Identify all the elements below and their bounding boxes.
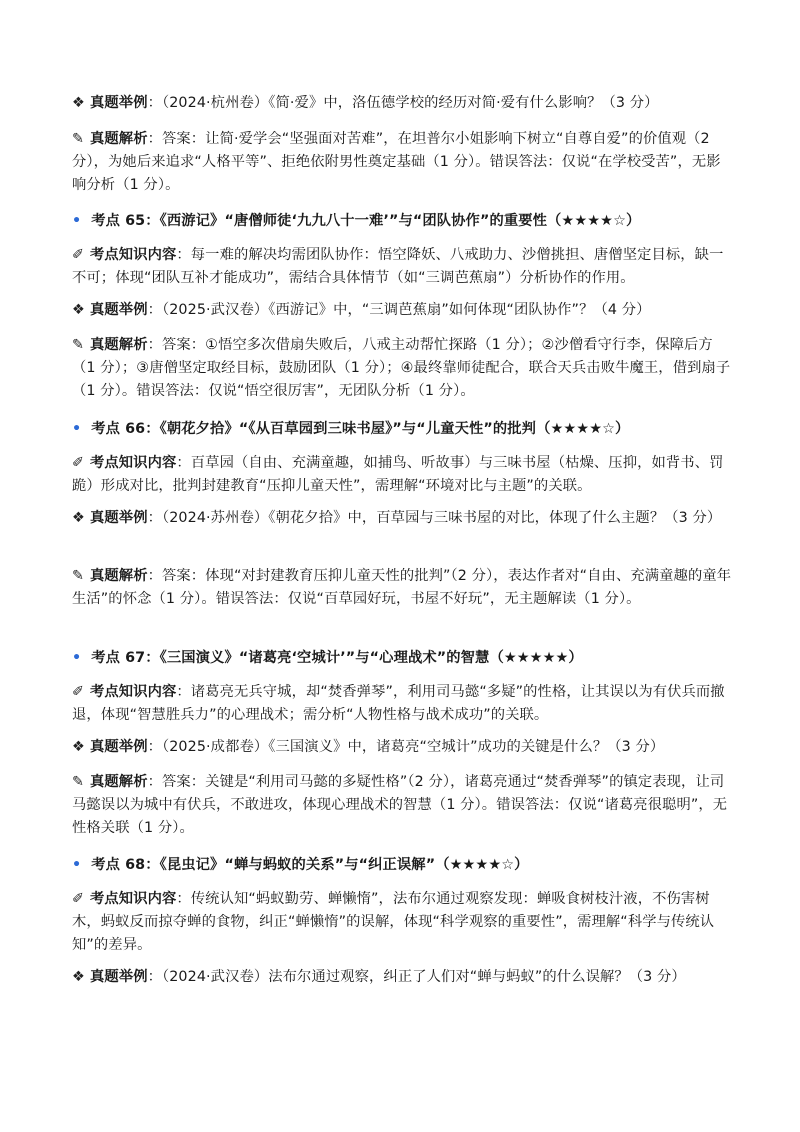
diamond-bullet-icon: ❖	[72, 95, 85, 111]
pencil-icon: ✎	[72, 131, 85, 147]
pencil-icon: ✐	[72, 684, 85, 700]
pencil-icon: ✐	[72, 891, 85, 907]
exam-analysis	[72, 128, 732, 197]
topic-heading	[72, 647, 732, 670]
example-label: 真题举例	[90, 739, 148, 755]
knowledge-text: ：传统认知“蚂蚁勤劳、蝉懒惰”，法布尔通过观察发现：蝉吸食树枝汁液，不伤害树木，蚂蚁反而掠夺蝉的食物，纠正“蝉懒惰”的误解，体现“科学观察的重要性”，需理解“科学与传统认知”的差异。	[72, 891, 715, 953]
knowledge-label: 考点知识内容	[90, 891, 177, 907]
blue-bullet-icon: •	[72, 857, 82, 873]
example-text: ：（2024·苏州卷）《朝花夕拾》中，百草园与三味书屋的对比，体现了什么主题？（3 分）	[147, 510, 722, 526]
topic-title: 考点 65：《西游记》“唐僧师徒‘九九八十一难’”与“团队协作”的重要性（★★★★☆）	[91, 213, 641, 229]
topic-heading	[72, 854, 732, 877]
knowledge-content	[72, 244, 732, 290]
exam-analysis	[72, 334, 732, 403]
example-label: 真题举例	[90, 95, 148, 111]
example-text: ：（2025·成都卷）《三国演义》中，诸葛亮“空城计”成功的关键是什么？（3 分）	[147, 739, 665, 755]
diamond-bullet-icon: ❖	[72, 510, 85, 526]
analysis-label: 真题解析	[90, 337, 148, 353]
example-label: 真题举例	[90, 302, 148, 318]
knowledge-content	[72, 681, 732, 727]
knowledge-label: 考点知识内容	[90, 684, 177, 700]
example-label: 真题举例	[90, 510, 148, 526]
analysis-label: 真题解析	[90, 568, 148, 584]
example-question	[72, 966, 732, 989]
pencil-icon: ✎	[72, 774, 85, 790]
knowledge-content	[72, 888, 732, 957]
topic-title: 考点 66：《朝花夕拾》“《从百草园到三味书屋》”与“儿童天性”的批判（★★★★☆）	[91, 421, 630, 437]
analysis-text: ：答案：让简·爱学会“坚强面对苦难”，在坦普尔小姐影响下树立“自尊自爱”的价值观（2 分），为她后来追求“人格平等”、拒绝依附男性奠定基础（1 分）。错误答法：仅说“在学校受苦”，无影响分析（1 分）。	[72, 131, 721, 193]
knowledge-label: 考点知识内容	[90, 247, 177, 263]
knowledge-text: ：百草园（自由、充满童趣，如捕鸟、听故事）与三味书屋（枯燥、压抑，如背书、罚跪）形成对比，批判封建教育“压抑儿童天性”，需理解“环境对比与主题”的关联。	[72, 455, 724, 494]
exam-analysis	[72, 565, 732, 611]
exam-analysis	[72, 771, 732, 840]
knowledge-label: 考点知识内容	[90, 455, 177, 471]
example-question	[72, 92, 732, 115]
example-text: ：（2024·武汉卷）法布尔通过观察，纠正了人们对“蝉与蚂蚁”的什么误解？（3 分）	[147, 969, 686, 985]
blue-bullet-icon: •	[72, 650, 82, 666]
example-question	[72, 507, 732, 530]
analysis-text: ：答案：关键是“利用司马懿的多疑性格”（2 分），诸葛亮通过“焚香弹琴”的镇定表现，让司马懿误以为城中有伏兵，不敢进攻，体现心理战术的智慧（1 分）。错误答法：仅说“诸葛亮很聪明”，无性格关联（1 分）。	[72, 774, 728, 836]
example-text: ：（2024·杭州卷）《简·爱》中，洛伍德学校的经历对简·爱有什么影响？（3 分）	[147, 95, 659, 111]
analysis-label: 真题解析	[90, 774, 148, 790]
example-question	[72, 736, 732, 759]
example-text: ：（2025·武汉卷）《西游记》中，“三调芭蕉扇”如何体现“团队协作”？（4 分）	[147, 302, 651, 318]
analysis-text: ：答案：体现“对封建教育压抑儿童天性的批判”（2 分），表达作者对“自由、充满童趣的童年生活”的怀念（1 分）。错误答法：仅说“百草园好玩，书屋不好玩”，无主题解读（1 分）。	[72, 568, 732, 607]
topic-heading	[72, 418, 732, 441]
diamond-bullet-icon: ❖	[72, 969, 85, 985]
analysis-label: 真题解析	[90, 131, 148, 147]
pencil-icon: ✐	[72, 455, 85, 471]
pencil-icon: ✎	[72, 568, 85, 584]
diamond-bullet-icon: ❖	[72, 302, 85, 318]
analysis-text: ：答案：①悟空多次借扇失败后，八戒主动帮忙探路（1 分）；②沙僧看守行李，保障后方（1 分）；③唐僧坚定取经目标，鼓励团队（1 分）；④最终靠师徒配合，联合天兵击败牛魔王，借到扇子（1 分）。错误答法：仅说“悟空很厉害”，无团队分析（1 分）。	[72, 337, 731, 399]
topic-title: 考点 67：《三国演义》“诸葛亮‘空城计’”与“心理战术”的智慧（★★★★★）	[91, 650, 583, 666]
pencil-icon: ✎	[72, 337, 85, 353]
knowledge-text: ：每一难的解决均需团队协作：悟空降妖、八戒助力、沙僧挑担、唐僧坚定目标，缺一不可；体现“团队互补才能成功”，需结合具体情节（如“三调芭蕉扇”）分析协作的作用。	[72, 247, 724, 286]
pencil-icon: ✐	[72, 247, 85, 263]
diamond-bullet-icon: ❖	[72, 739, 85, 755]
knowledge-text: ：诸葛亮无兵守城，却“焚香弹琴”，利用司马懿“多疑”的性格，让其误以为有伏兵而撤退，体现“智慧胜兵力”的心理战术；需分析“人物性格与战术成功”的关联。	[72, 684, 725, 723]
example-label: 真题举例	[90, 969, 148, 985]
topic-title: 考点 68：《昆虫记》“蝉与蚂蚁的关系”与“纠正误解”（★★★★☆）	[91, 857, 529, 873]
blue-bullet-icon: •	[72, 213, 82, 229]
blue-bullet-icon: •	[72, 421, 82, 437]
example-question	[72, 299, 732, 322]
topic-heading	[72, 210, 732, 233]
knowledge-content	[72, 452, 732, 498]
